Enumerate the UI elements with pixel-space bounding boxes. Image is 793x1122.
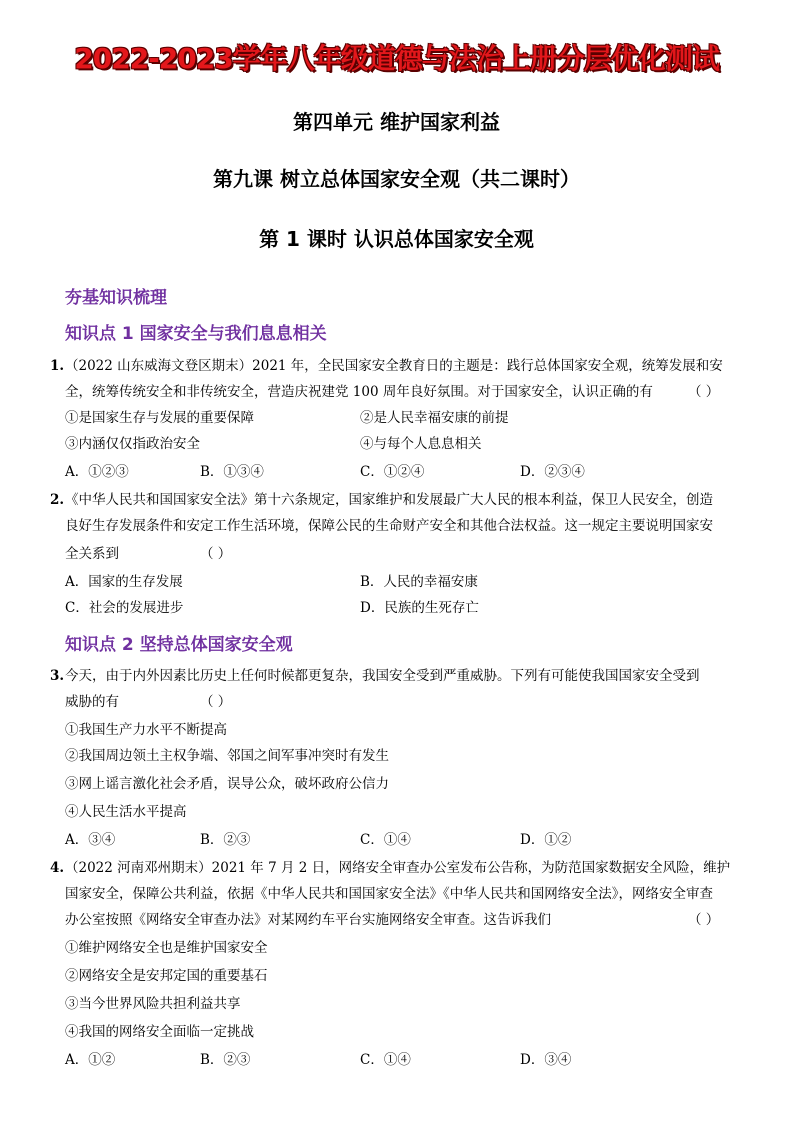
section-heading-k1: 知识点 1 国家安全与我们息息相关 <box>65 324 327 344</box>
q1-option-b: B．①③④ <box>200 464 264 480</box>
main-title: 2022-2023学年八年级道德与法治上册分层优化测试 <box>74 42 719 75</box>
q3-option-d: D．①② <box>520 832 572 848</box>
q4-option-d: D．③④ <box>520 1052 572 1068</box>
q1-stem-line1: （2022 山东威海文登区期末）2021 年，全民国家安全教育日的主题是：践行总体国家安全观，统筹发展和安 <box>65 358 723 374</box>
q1-option-c: C．①②④ <box>360 464 425 480</box>
q4-option-c: C．①④ <box>360 1052 411 1068</box>
q3-statement-1: ①我国生产力水平不断提高 <box>65 722 227 738</box>
q4-option-a: A．①② <box>65 1052 116 1068</box>
q1-statement-1: ①是国家生存与发展的重要保障 <box>65 410 254 426</box>
q2-answer-blank: （ ） <box>200 546 232 562</box>
section-heading-k2: 知识点 2 坚持总体国家安全观 <box>65 635 293 655</box>
q4-stem-line1: （2022 河南邓州期末）2021 年 7 月 2 日，网络安全审查办公室发布公告称，为防范国家数据安全风险，维护 <box>65 860 731 876</box>
q4-stem-line2: 国家安全，保障公共利益，依据《中华人民共和国国家安全法》《中华人民共和国网络安全法》，网络安全审查 <box>65 886 713 902</box>
q3-option-b: B．②③ <box>200 832 251 848</box>
q3-stem-line2: 威胁的有 <box>65 694 119 710</box>
q3-answer-blank: （ ） <box>200 694 232 710</box>
q3-option-a: A．③④ <box>65 832 116 848</box>
lesson-title: 第九课 树立总体国家安全观（共二课时） <box>213 167 580 191</box>
q3-statement-3: ③网上谣言激化社会矛盾，误导公众，破坏政府公信力 <box>65 776 389 792</box>
q2-number: 2. <box>50 492 65 508</box>
q4-statement-2: ②网络安全是安邦定国的重要基石 <box>65 968 268 984</box>
q4-answer-blank: （ ） <box>688 912 720 928</box>
unit-title: 第四单元 维护国家利益 <box>293 110 500 134</box>
q2-stem-line1: 《中华人民共和国国家安全法》第十六条规定，国家维护和发展最广大人民的根本利益，保卫人民安全，创造 <box>65 492 713 508</box>
q3-stem-line1: 今天，由于内外因素比历史上任何时候都更复杂，我国安全受到严重威胁。下列有可能使我国国家安全受到 <box>65 668 700 684</box>
q4-number: 4. <box>50 860 65 876</box>
q2-stem-line2: 良好生存发展条件和安定工作生活环境，保障公民的生命财产安全和其他合法权益。这一规定主要说明国家安 <box>65 518 713 534</box>
q3-option-c: C．①④ <box>360 832 411 848</box>
period-title: 第 1 课时 认识总体国家安全观 <box>259 227 534 251</box>
q2-option-d: D．民族的生死存亡 <box>360 600 479 616</box>
q4-statement-4: ④我国的网络安全面临一定挑战 <box>65 1024 254 1040</box>
q3-statement-4: ④人民生活水平提高 <box>65 804 187 820</box>
q1-number: 1. <box>50 358 65 374</box>
q1-stem-line2: 全，统筹传统安全和非传统安全，营造庆祝建党 100 周年良好氛围。对于国家安全，认识正确的有 <box>65 384 653 400</box>
q4-statement-1: ①维护网络安全也是维护国家安全 <box>65 940 268 956</box>
q1-answer-blank: （ ） <box>688 384 720 400</box>
q1-statement-2: ②是人民幸福安康的前提 <box>360 410 509 426</box>
q3-statement-2: ②我国周边领土主权争端、邻国之间军事冲突时有发生 <box>65 748 389 764</box>
q2-stem-line3: 全关系到 <box>65 546 119 562</box>
q4-stem-line3: 办公室按照《网络安全审查办法》对某网约车平台实施网络安全审查。这告诉我们 <box>65 912 551 928</box>
q1-statement-3: ③内涵仅仅指政治安全 <box>65 436 200 452</box>
q1-option-d: D．②③④ <box>520 464 585 480</box>
q2-option-b: B．人民的幸福安康 <box>360 574 478 590</box>
q1-statement-4: ④与每个人息息相关 <box>360 436 482 452</box>
q3-number: 3. <box>50 668 65 684</box>
q2-option-a: A．国家的生存发展 <box>65 574 183 590</box>
q1-option-a: A．①②③ <box>65 464 129 480</box>
q4-option-b: B．②③ <box>200 1052 251 1068</box>
q2-option-c: C．社会的发展进步 <box>65 600 184 616</box>
section-heading-main: 夯基知识梳理 <box>65 288 167 308</box>
q4-statement-3: ③当今世界风险共担利益共享 <box>65 996 241 1012</box>
